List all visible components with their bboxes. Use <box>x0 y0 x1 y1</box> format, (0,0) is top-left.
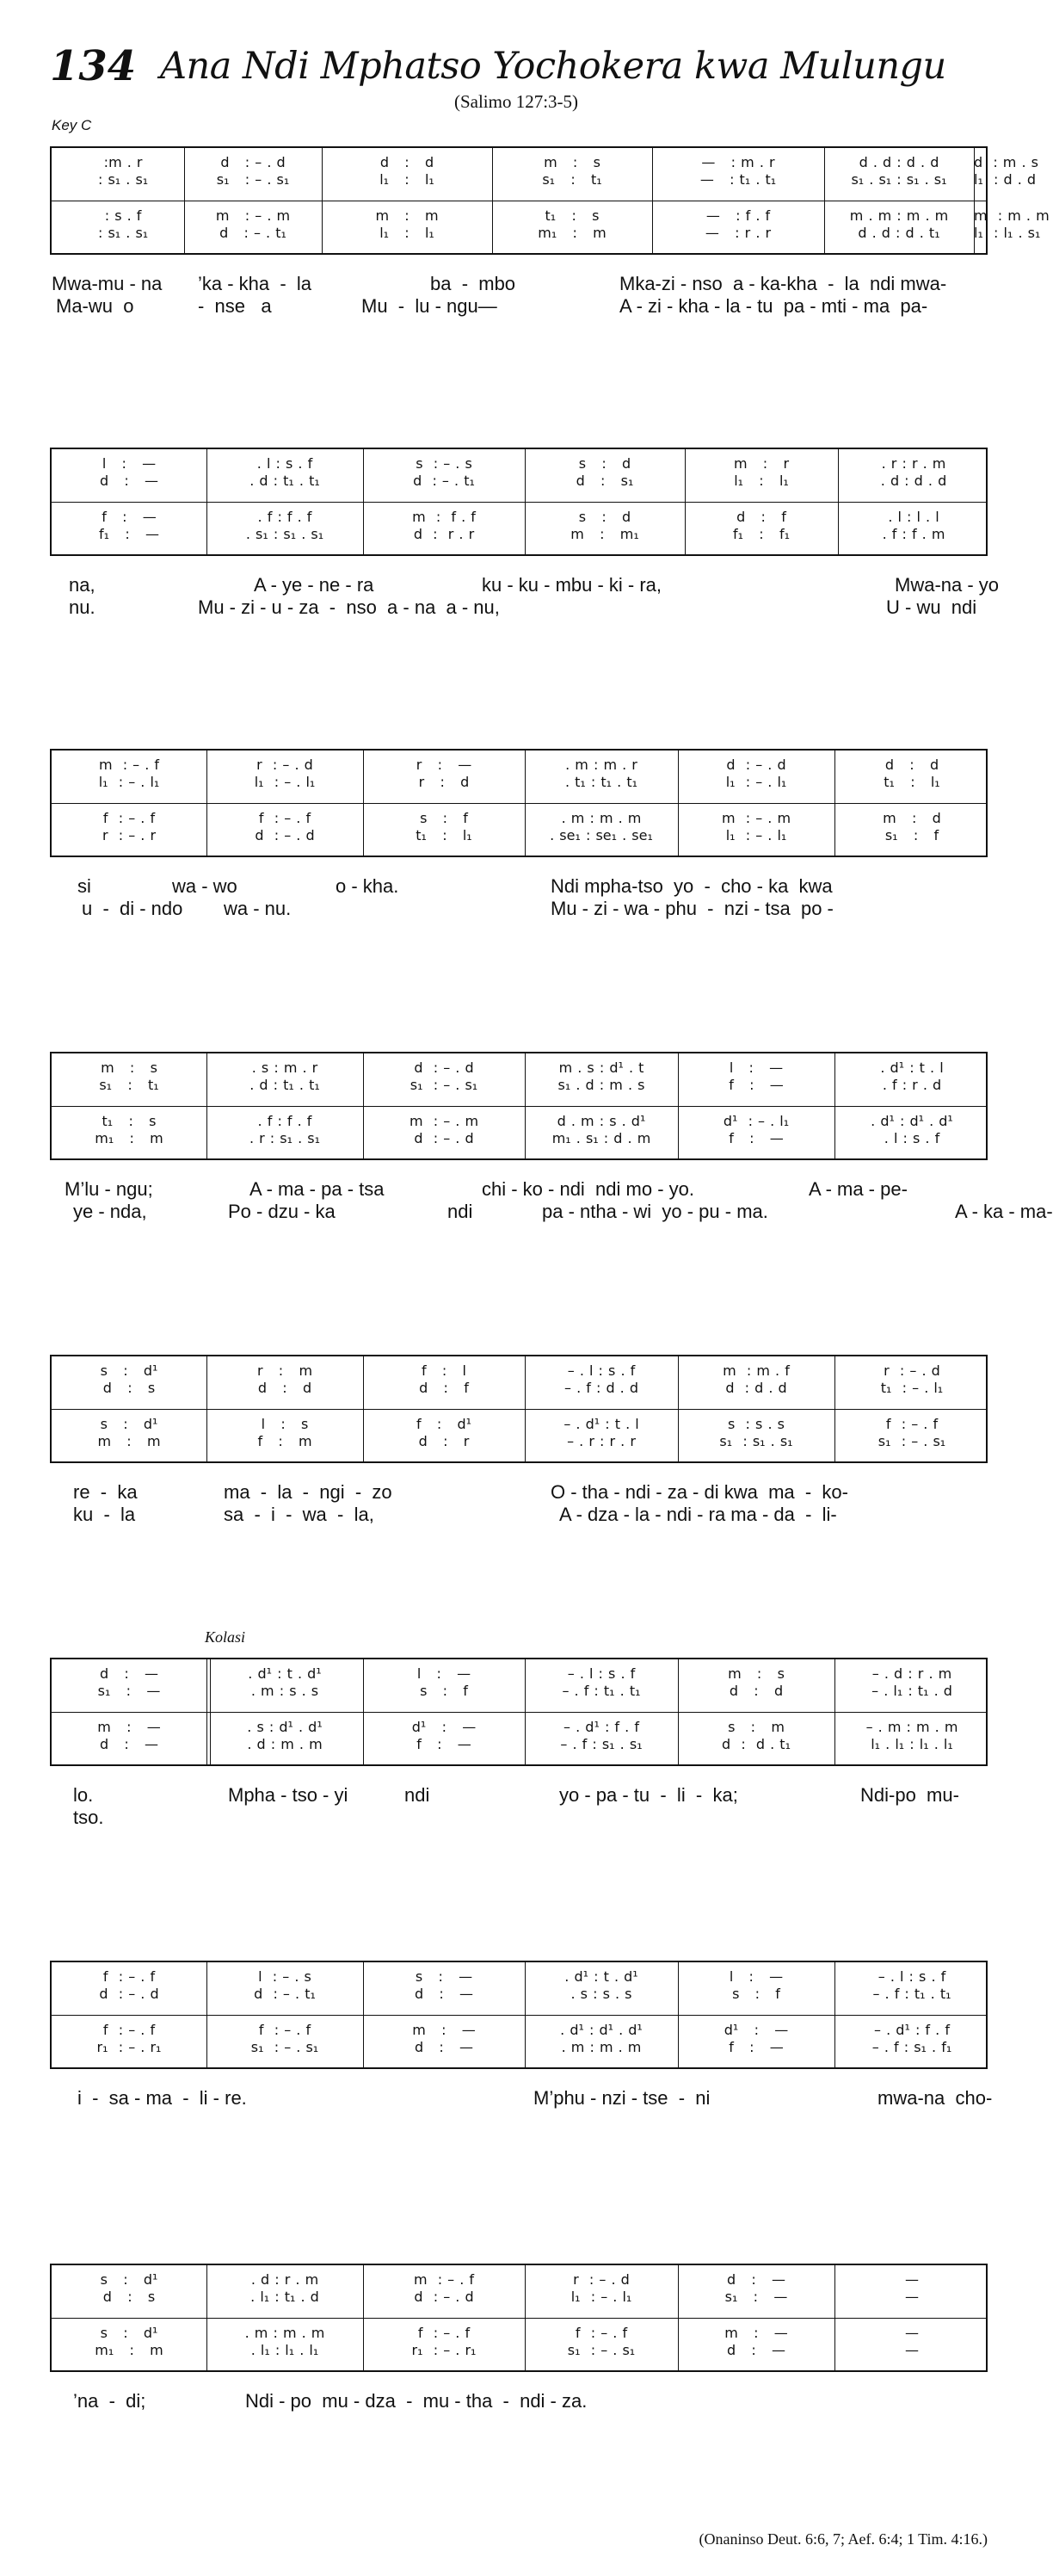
note-row: r : m <box>256 1362 313 1379</box>
note-row: d : m . s <box>974 154 1038 170</box>
note-row: f : — <box>729 1130 784 1146</box>
note-row: r₁ : – . r₁ <box>411 2342 477 2358</box>
part-separator <box>52 1409 986 1410</box>
note-row: m : — <box>412 2022 476 2038</box>
note-row: — <box>905 2289 919 2305</box>
music-system <box>0 1052 1053 1276</box>
lyric-fragment: A - dza - la - ndi - ra ma - da - li- <box>559 1504 837 1525</box>
note-row: s : – . s <box>416 455 472 472</box>
note-row: . d : d . d <box>880 473 947 489</box>
lyric-fragment: i - sa - ma - li - re. <box>77 2087 247 2109</box>
note-row: s : d¹ <box>100 2271 158 2288</box>
music-system <box>0 1628 1032 1881</box>
lyric-fragment: Ndi - po mu - dza - mu - tha - ndi - za. <box>245 2390 588 2412</box>
note-row: – . d¹ : t . l <box>563 1416 639 1432</box>
note-row: s : — <box>415 1968 473 1985</box>
note-row: m : f . f <box>412 509 476 525</box>
lyric-fragment: pa - ntha - wi yo - pu - ma. <box>542 1201 768 1222</box>
note-row: d : — <box>99 1665 159 1682</box>
note-row: m : – . m <box>409 1113 479 1129</box>
note-row: f : – . f <box>885 1416 939 1432</box>
note-row: r : — <box>416 757 472 773</box>
lyric-fragment: lo. <box>73 1784 94 1806</box>
note-row: d : – . t₁ <box>219 225 286 241</box>
note-row: : s₁ . s₁ <box>87 225 149 241</box>
note-row: s : m <box>728 1719 785 1735</box>
note-row: d . d : d . d <box>859 154 939 170</box>
note-row: f₁ : — <box>99 526 159 542</box>
note-row: d : – . t₁ <box>413 473 475 489</box>
note-row: d . m : s . d¹ <box>557 1113 646 1129</box>
note-row: l₁ : – . l₁ <box>725 774 787 790</box>
lyric-fragment: wa - nu. <box>224 898 292 919</box>
part-separator <box>52 803 986 804</box>
note-row: . m : m . m <box>561 810 642 826</box>
music-system <box>0 448 1032 671</box>
note-row: . s : m . r <box>251 1059 318 1076</box>
music-system <box>0 1355 1032 1578</box>
note-row: – . l : s . f <box>567 1362 636 1379</box>
note-row: . d¹ : t . l <box>880 1059 944 1076</box>
lyric-fragment: ’ka - kha - la <box>198 273 312 294</box>
note-row: — <box>905 2271 919 2288</box>
lyric-fragment: Ma-wu o <box>56 295 134 317</box>
note-row: f : l <box>422 1362 466 1379</box>
hymn-title: Ana Ndi Mphatso Yochokera kwa Mulungu <box>160 45 946 88</box>
note-row: d : – . t₁ <box>254 1986 316 2002</box>
note-row: r : – . d <box>573 2271 630 2288</box>
lyric-fragment: ba - mbo <box>430 273 516 294</box>
note-row: l₁ : d . d <box>974 171 1037 188</box>
note-row: m . s : d¹ . t <box>558 1059 644 1076</box>
note-row: s₁ . s₁ : s₁ . s₁ <box>851 171 947 188</box>
note-row: l : — <box>729 1059 784 1076</box>
note-row: . d : t₁ . t₁ <box>249 473 320 489</box>
note-row: d : – . d <box>99 1986 159 2002</box>
note-row: . l : s . f <box>884 1130 940 1146</box>
lyric-fragment: A - zi - kha - la - tu pa - mti - ma pa- <box>619 295 928 317</box>
note-row: . d¹ : d¹ . d¹ <box>871 1113 953 1129</box>
note-row: r : – . r <box>102 827 157 843</box>
note-row: . f : f . f <box>257 1113 312 1129</box>
music-system <box>0 146 1050 370</box>
lyric-fragment: - nse a <box>198 295 272 317</box>
key-signature: Key C <box>52 117 92 133</box>
note-row: f : – . f <box>102 1968 156 1985</box>
note-row: d : d . t₁ <box>722 1736 791 1752</box>
lyric-fragment: nu. <box>69 596 95 618</box>
staff-box <box>50 1355 988 1463</box>
lyric-fragment: Mwa-na - yo <box>895 574 1000 596</box>
note-row: d : — <box>726 2342 786 2358</box>
note-row: – . l : s . f <box>567 1665 636 1682</box>
note-row: d : r . r <box>413 526 475 542</box>
cross-reference: (Onaninso Deut. 6:6, 7; Aef. 6:4; 1 Tim. 4:16.) <box>699 2530 988 2548</box>
note-row: l₁ : – . l₁ <box>98 774 160 790</box>
note-row: s₁ . d : m . s <box>557 1077 645 1093</box>
note-row: m₁ : m <box>538 225 607 241</box>
note-row: . l₁ : t₁ . d <box>250 2289 319 2305</box>
lyric-fragment: A - ma - pe- <box>809 1178 908 1200</box>
hymn-number: 134 <box>50 42 137 90</box>
note-row: f : – . f <box>417 2325 471 2341</box>
lyric-fragment: Mu - zi - wa - phu - nzi - tsa po - <box>551 898 834 919</box>
note-row: d : d <box>884 757 939 773</box>
lyric-fragment: na, <box>69 574 95 596</box>
note-row: s₁ : – . s₁ <box>216 171 290 188</box>
note-row: d : – . d <box>414 1130 474 1146</box>
lyric-fragment: Mka-zi - nso a - ka-kha - la ndi mwa- <box>619 273 947 294</box>
note-row: – . f : s₁ . s₁ <box>560 1736 643 1752</box>
staff-box <box>50 1658 988 1766</box>
section-label: Kolasi <box>205 1628 246 1646</box>
lyric-fragment: Ndi-po mu- <box>860 1784 959 1806</box>
staff-box <box>50 2264 988 2372</box>
note-row: . d¹ : t . d¹ <box>564 1968 638 1985</box>
note-row: s₁ : — <box>724 2289 788 2305</box>
note-row: m : m . f <box>723 1362 790 1379</box>
note-row: m : m . m <box>974 207 1050 224</box>
note-row: — : f . f <box>705 207 771 224</box>
part-separator <box>52 2318 986 2319</box>
note-row: – . r : r . r <box>567 1433 636 1449</box>
scripture-subtitle: (Salimo 127:3-5) <box>453 91 579 112</box>
note-row: l : — <box>102 455 157 472</box>
part-separator <box>52 502 986 503</box>
note-row: f : — <box>416 1736 471 1752</box>
note-row: m₁ : m <box>95 1130 163 1146</box>
note-row: l₁ : l₁ <box>734 473 789 489</box>
note-row: f₁ : f₁ <box>733 526 790 542</box>
note-row: – . l₁ : t₁ . d <box>871 1683 952 1699</box>
lyric-fragment: ye - nda, <box>73 1201 147 1222</box>
note-row: l : – . s <box>258 1968 311 1985</box>
note-row: d : s₁ <box>576 473 634 489</box>
note-row: – . f : s₁ . f₁ <box>871 2039 952 2055</box>
note-row: d : s <box>102 2289 156 2305</box>
note-row: r : – . d <box>256 757 313 773</box>
note-row: – . l : s . f <box>878 1968 946 1985</box>
note-row: f : — <box>729 1077 784 1093</box>
note-row: d : s <box>102 1380 156 1396</box>
part-separator <box>52 1712 986 1713</box>
note-row: l : — <box>729 1968 784 1985</box>
note-row: t₁ : l₁ <box>884 774 940 790</box>
note-row: – . m : m . m <box>865 1719 958 1735</box>
lyric-fragment: A - ma - pa - tsa <box>249 1178 385 1200</box>
note-row: l₁ : – . l₁ <box>254 774 316 790</box>
note-row: l₁ . l₁ : l₁ . l₁ <box>871 1736 953 1752</box>
note-row: d : d <box>379 154 434 170</box>
lyric-fragment: A - ye - ne - ra <box>254 574 374 596</box>
lyric-fragment: ku - la <box>73 1504 136 1525</box>
note-row: m : – . f <box>413 2271 475 2288</box>
note-row: l₁ : l₁ . s₁ <box>974 225 1041 241</box>
note-row: — : t₁ . t₁ <box>699 171 777 188</box>
staff-box <box>50 1052 988 1160</box>
note-row: r : d <box>418 774 470 790</box>
note-row: . m : m . r <box>565 757 637 773</box>
lyric-fragment: Mpha - tso - yi <box>228 1784 348 1806</box>
note-row: l : s <box>261 1416 309 1432</box>
note-row: s₁ : t₁ <box>542 171 602 188</box>
note-row: l₁ : l₁ <box>379 225 434 241</box>
note-row: : s . f <box>94 207 142 224</box>
lyric-fragment: tso. <box>73 1807 104 1828</box>
lyric-fragment: ndi <box>447 1201 473 1222</box>
lyric-fragment: U - wu ndi <box>886 596 977 618</box>
note-row: d¹ : – . l₁ <box>723 1113 790 1129</box>
music-system <box>0 749 1032 973</box>
note-row: m₁ . s₁ : d . m <box>551 1130 651 1146</box>
note-row: s₁ : — <box>97 1683 161 1699</box>
note-row: l₁ : – . l₁ <box>725 827 787 843</box>
note-row: s : d¹ <box>100 1416 158 1432</box>
note-row: s : d¹ <box>100 1362 158 1379</box>
note-row: s₁ : – . s₁ <box>878 1433 946 1449</box>
note-row: d : d . d <box>725 1380 787 1396</box>
note-row: d : – . d <box>726 757 786 773</box>
staff-box <box>50 448 988 556</box>
lyric-fragment: yo - pa - tu - li - ka; <box>559 1784 738 1806</box>
note-row: l₁ : – . l₁ <box>570 2289 632 2305</box>
note-row: m : m <box>97 1433 161 1449</box>
note-row: . r : r . m <box>881 455 946 472</box>
note-row: f : – . f <box>102 2022 156 2038</box>
lyric-fragment: o - kha. <box>336 875 399 897</box>
note-row: m : – . m <box>721 810 791 826</box>
note-row: . s : d¹ . d¹ <box>247 1719 323 1735</box>
note-row: – . f : t₁ . t₁ <box>872 1986 951 2002</box>
note-row: f : — <box>102 509 157 525</box>
note-row: t₁ : s <box>545 207 600 224</box>
staff-box <box>50 1961 988 2069</box>
note-row: . m : s . s <box>250 1683 319 1699</box>
note-row: s : s . s <box>728 1416 785 1432</box>
lyric-fragment: ’na - di; <box>73 2390 146 2412</box>
note-row: r₁ : – . r₁ <box>96 2039 162 2055</box>
lyric-fragment: u - di - ndo <box>82 898 183 919</box>
lyric-fragment: ma - la - ngi - zo <box>224 1481 392 1503</box>
lyric-fragment: Mu - lu - ngu— <box>361 295 497 317</box>
note-row: — <box>905 2325 919 2341</box>
note-row: — <box>905 2342 919 2358</box>
note-row: l₁ : l₁ <box>379 171 434 188</box>
note-row: d : – . d <box>414 2289 474 2305</box>
note-row: m : — <box>97 1719 161 1735</box>
note-row: d : – . d <box>220 154 286 170</box>
note-row: f : – . f <box>258 2022 311 2038</box>
note-row: m : m₁ <box>570 526 639 542</box>
note-row: m : d <box>883 810 941 826</box>
note-row: – . f : t₁ . t₁ <box>562 1683 641 1699</box>
note-row: d¹ : — <box>411 1719 477 1735</box>
note-row: d¹ : — <box>724 2022 789 2038</box>
note-row: . r : s₁ . s₁ <box>249 1130 321 1146</box>
note-row: . d : t₁ . t₁ <box>249 1077 320 1093</box>
lyric-fragment: mwa-na cho- <box>878 2087 993 2109</box>
note-row: d : d <box>729 1683 784 1699</box>
note-row: m : – . m <box>215 207 291 224</box>
lyric-fragment: re - ka <box>73 1481 138 1503</box>
note-row: m : r <box>733 455 790 472</box>
lyric-fragment: chi - ko - ndi ndi mo - yo. <box>482 1178 694 1200</box>
note-row: f : – . f <box>258 810 311 826</box>
note-row: t₁ : l₁ <box>416 827 472 843</box>
note-row: f : m <box>257 1433 312 1449</box>
note-row: d : – . d <box>255 827 315 843</box>
note-row: s₁ : t₁ <box>99 1077 159 1093</box>
lyric-fragment: Mu - zi - u - za - nso a - na a - nu, <box>198 596 500 618</box>
note-row: l : — <box>416 1665 471 1682</box>
note-row: d : — <box>99 473 159 489</box>
note-row: s : f <box>420 1683 468 1699</box>
note-row: s₁ : – . s₁ <box>250 2039 319 2055</box>
hymn-header <box>0 0 1032 138</box>
note-row: . t₁ : t₁ . t₁ <box>564 774 638 790</box>
note-row: . l : s . f <box>256 455 313 472</box>
note-row: m₁ : m <box>95 2342 163 2358</box>
note-row: f : – . f <box>102 810 156 826</box>
note-row: m : s <box>544 154 600 170</box>
note-row: . l : l . l <box>888 509 939 525</box>
note-row: . d : m . m <box>247 1736 323 1752</box>
part-separator <box>52 2015 986 2016</box>
lyric-fragment: si <box>77 875 91 897</box>
lyric-fragment: ku - ku - mbu - ki - ra, <box>482 574 662 596</box>
note-row: . s : s . s <box>570 1986 632 2002</box>
note-row: – . d¹ : f . f <box>563 1719 639 1735</box>
lyric-fragment: Mwa-mu - na <box>52 273 163 294</box>
note-row: . d¹ : d¹ . d¹ <box>560 2022 643 2038</box>
note-row: d : f <box>419 1380 469 1396</box>
note-row: d : — <box>414 1986 474 2002</box>
note-row: d : — <box>726 2271 786 2288</box>
note-row: . m : m . m <box>244 2325 325 2341</box>
note-row: . l₁ : l₁ . l₁ <box>250 2342 319 2358</box>
staff-box <box>50 146 1050 255</box>
note-row: – . d : r . m <box>871 1665 952 1682</box>
note-row: d : – . d <box>414 1059 474 1076</box>
note-row: r : – . d <box>884 1362 940 1379</box>
lyric-fragment: ndi <box>404 1784 430 1806</box>
note-row: s : f <box>420 810 468 826</box>
note-row: m : s <box>728 1665 785 1682</box>
note-row: . f : f . f <box>257 509 312 525</box>
note-row: d : — <box>99 1736 159 1752</box>
staff-box <box>50 749 988 857</box>
note-row: . se₁ : se₁ . se₁ <box>550 827 653 843</box>
note-row: . s₁ : s₁ . s₁ <box>245 526 324 542</box>
note-row: s : d¹ <box>100 2325 158 2341</box>
note-row: . d¹ : t . d¹ <box>248 1665 322 1682</box>
note-row: d : r <box>418 1433 470 1449</box>
note-row: f : – . f <box>575 2325 628 2341</box>
note-row: — : m . r <box>701 154 775 170</box>
note-row: t₁ : – . l₁ <box>880 1380 944 1396</box>
lyric-fragment: A - ka - ma- <box>955 1201 1053 1222</box>
note-row: d : d <box>257 1380 312 1396</box>
lyric-fragment: sa - i - wa - la, <box>224 1504 374 1525</box>
note-row: s₁ : – . s₁ <box>410 1077 478 1093</box>
note-row: t₁ : s <box>102 1113 157 1129</box>
note-row: — : r . r <box>705 225 772 241</box>
music-system <box>0 1961 1032 2184</box>
note-row: d . d : d . t₁ <box>858 225 940 241</box>
note-row: m : m <box>375 207 439 224</box>
note-row: s₁ : f <box>884 827 939 843</box>
note-row: s₁ : – . s₁ <box>567 2342 636 2358</box>
lyric-fragment: M’phu - nzi - tse - ni <box>533 2087 711 2109</box>
note-row: . m : m . m <box>561 2039 642 2055</box>
note-row: s : f <box>732 1986 780 2002</box>
note-row: – . f : d . d <box>563 1380 639 1396</box>
note-row: :m . r <box>93 154 143 170</box>
note-row: m : – . f <box>98 757 160 773</box>
lyric-fragment: Ndi mpha-tso yo - cho - ka kwa <box>551 875 833 897</box>
lyric-fragment: M’lu - ngu; <box>65 1178 153 1200</box>
note-row: m . m : m . m <box>849 207 949 224</box>
music-system <box>0 2264 1032 2487</box>
note-row: f : — <box>729 2039 784 2055</box>
lyric-fragment: Po - dzu - ka <box>228 1201 336 1222</box>
note-row: f : d¹ <box>416 1416 472 1432</box>
note-row: s : d <box>578 509 631 525</box>
note-row: s : d <box>578 455 631 472</box>
note-row: . f : f . m <box>882 526 945 542</box>
note-row: : s₁ . s₁ <box>87 171 149 188</box>
note-row: – . d¹ : f . f <box>874 2022 950 2038</box>
note-row: m : s <box>101 1059 157 1076</box>
note-row: s₁ : s₁ . s₁ <box>719 1433 793 1449</box>
note-row: d : — <box>414 2039 474 2055</box>
lyric-fragment: O - tha - ndi - za - di kwa ma - ko- <box>551 1481 848 1503</box>
note-row: . f : r . d <box>882 1077 942 1093</box>
lyric-fragment: wa - wo <box>172 875 237 897</box>
part-separator <box>52 1106 986 1107</box>
note-row: m : — <box>724 2325 788 2341</box>
note-row: . d : r . m <box>250 2271 319 2288</box>
note-row: d : f <box>736 509 786 525</box>
